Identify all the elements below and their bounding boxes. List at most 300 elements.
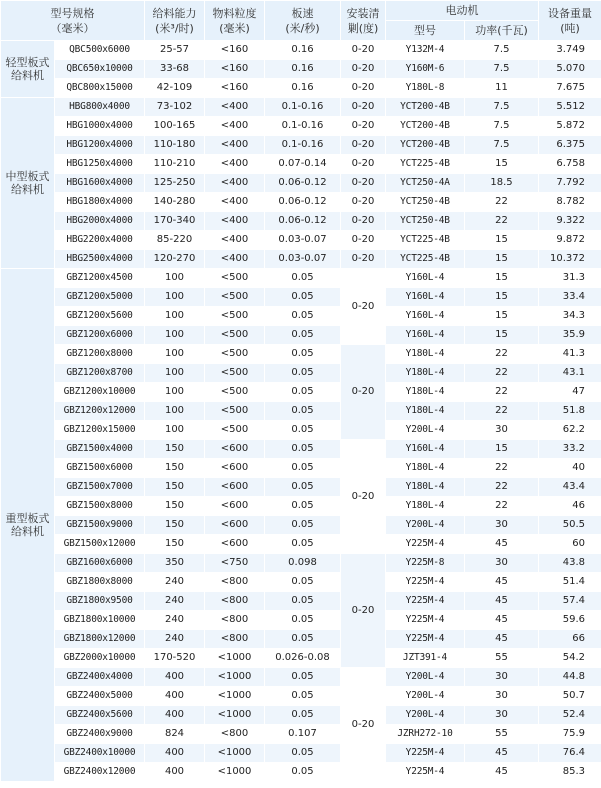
capacity-cell: 350 <box>145 554 205 573</box>
motor-power-cell: 7.5 <box>465 41 539 60</box>
model-cell: GBZ2400x4000 <box>55 668 145 687</box>
capacity-cell: 120-270 <box>145 250 205 269</box>
header-granularity-unit: (毫米) <box>219 21 250 35</box>
speed-cell: 0.05 <box>265 611 341 630</box>
motor-power-cell: 15 <box>465 307 539 326</box>
motor-type-cell: Y225M-4 <box>386 611 465 630</box>
weight-cell: 50.5 <box>539 516 601 535</box>
granularity-cell: <400 <box>205 117 265 136</box>
capacity-cell: 100 <box>145 326 205 345</box>
model-cell: QBC800x15000 <box>55 79 145 98</box>
motor-type-cell: YCT200-4B <box>386 98 465 117</box>
weight-cell: 35.9 <box>539 326 601 345</box>
speed-cell: 0.05 <box>265 535 341 554</box>
model-cell: GBZ2400x12000 <box>55 763 145 782</box>
granularity-cell: <1000 <box>205 649 265 668</box>
table-body <box>1 41 601 782</box>
header-motor-type: 型号 <box>386 21 465 41</box>
capacity-cell: 100 <box>145 269 205 288</box>
granularity-cell: <400 <box>205 212 265 231</box>
speed-cell: 0.05 <box>265 383 341 402</box>
speed-cell: 0.05 <box>265 459 341 478</box>
capacity-cell: 100 <box>145 383 205 402</box>
speed-cell: 0.05 <box>265 706 341 725</box>
header-granularity <box>205 1 265 41</box>
capacity-cell: 240 <box>145 611 205 630</box>
granularity-cell: <160 <box>205 79 265 98</box>
header-motor-power: 功率(千瓦) <box>465 21 539 41</box>
table-row <box>1 383 601 402</box>
table-row <box>1 402 601 421</box>
weight-cell: 3.749 <box>539 41 601 60</box>
granularity-cell: <400 <box>205 136 265 155</box>
model-cell: QBC650x10000 <box>55 60 145 79</box>
table-row <box>1 212 601 231</box>
speed-cell: 0.05 <box>265 630 341 649</box>
table-row <box>1 60 601 79</box>
angle-cell: 0-20 <box>341 212 386 231</box>
table-row <box>1 250 601 269</box>
granularity-cell: <1000 <box>205 687 265 706</box>
weight-cell: 66 <box>539 630 601 649</box>
motor-type-cell: Y225M-4 <box>386 763 465 782</box>
speed-cell: 0.05 <box>265 592 341 611</box>
motor-type-cell: Y200L-4 <box>386 706 465 725</box>
model-cell: GBZ2400x10000 <box>55 744 145 763</box>
table-row <box>1 345 601 364</box>
category-label: 重型板式给料机 <box>1 269 55 782</box>
granularity-cell: <400 <box>205 231 265 250</box>
capacity-cell: 240 <box>145 630 205 649</box>
header-granularity-label: 物料粒度 <box>212 6 257 20</box>
capacity-cell: 150 <box>145 535 205 554</box>
table-row <box>1 497 601 516</box>
angle-cell: 0-20 <box>341 440 386 554</box>
motor-power-cell: 22 <box>465 497 539 516</box>
capacity-cell: 150 <box>145 516 205 535</box>
motor-power-cell: 22 <box>465 212 539 231</box>
granularity-cell: <800 <box>205 592 265 611</box>
table-row <box>1 98 601 117</box>
model-cell: GBZ2400x5000 <box>55 687 145 706</box>
motor-type-cell: YCT250-4A <box>386 174 465 193</box>
speed-cell: 0.16 <box>265 79 341 98</box>
speed-cell: 0.03-0.07 <box>265 231 341 250</box>
table-row <box>1 231 601 250</box>
model-cell: GBZ1600x6000 <box>55 554 145 573</box>
speed-cell: 0.1-0.16 <box>265 98 341 117</box>
speed-cell: 0.05 <box>265 345 341 364</box>
table-row <box>1 307 601 326</box>
model-cell: HBG2500x4000 <box>55 250 145 269</box>
table-row <box>1 269 601 288</box>
angle-cell: 0-20 <box>341 554 386 668</box>
table-row <box>1 649 601 668</box>
speed-cell: 0.05 <box>265 402 341 421</box>
header-capacity-unit: (米³/时) <box>155 21 194 35</box>
model-cell: GBZ1200x5600 <box>55 307 145 326</box>
granularity-cell: <400 <box>205 98 265 117</box>
model-cell: GBZ1200x10000 <box>55 383 145 402</box>
motor-power-cell: 22 <box>465 345 539 364</box>
weight-cell: 60 <box>539 535 601 554</box>
model-cell: HBG1250x4000 <box>55 155 145 174</box>
weight-cell: 5.070 <box>539 60 601 79</box>
speed-cell: 0.107 <box>265 725 341 744</box>
speed-cell: 0.098 <box>265 554 341 573</box>
capacity-cell: 100 <box>145 345 205 364</box>
header-weight-label: 设备重量 <box>548 6 592 20</box>
category-label: 轻型板式给料机 <box>1 41 55 98</box>
model-cell: GBZ1200x8700 <box>55 364 145 383</box>
model-cell: GBZ2000x10000 <box>55 649 145 668</box>
weight-cell: 76.4 <box>539 744 601 763</box>
motor-power-cell: 22 <box>465 459 539 478</box>
model-cell: GBZ1500x8000 <box>55 497 145 516</box>
model-cell: GBZ1500x9000 <box>55 516 145 535</box>
model-cell: HBG1600x4000 <box>55 174 145 193</box>
capacity-cell: 150 <box>145 478 205 497</box>
weight-cell: 40 <box>539 459 601 478</box>
weight-cell: 47 <box>539 383 601 402</box>
motor-type-cell: Y225M-4 <box>386 592 465 611</box>
motor-type-cell: Y200L-4 <box>386 668 465 687</box>
category-label: 中型板式给料机 <box>1 98 55 269</box>
weight-cell: 7.675 <box>539 79 601 98</box>
table-row <box>1 554 601 573</box>
table-row <box>1 592 601 611</box>
model-cell: GBZ1500x6000 <box>55 459 145 478</box>
angle-cell: 0-20 <box>341 155 386 174</box>
model-cell: GBZ1200x12000 <box>55 402 145 421</box>
weight-cell: 9.322 <box>539 212 601 231</box>
model-cell: HBG800x4000 <box>55 98 145 117</box>
table-row <box>1 573 601 592</box>
speed-cell: 0.06-0.12 <box>265 212 341 231</box>
granularity-cell: <400 <box>205 193 265 212</box>
header-model-label: 型号规格 <box>50 6 95 20</box>
weight-cell: 46 <box>539 497 601 516</box>
capacity-cell: 110-180 <box>145 136 205 155</box>
header-speed-unit: (米/秒) <box>285 21 320 35</box>
speed-cell: 0.03-0.07 <box>265 250 341 269</box>
angle-cell: 0-20 <box>341 174 386 193</box>
motor-type-cell: YCT225-4B <box>386 231 465 250</box>
granularity-cell: <600 <box>205 440 265 459</box>
weight-cell: 41.3 <box>539 345 601 364</box>
motor-power-cell: 22 <box>465 364 539 383</box>
header-capacity-label: 给料能力 <box>152 6 197 20</box>
header-angle-unit: 剿(度) <box>347 21 379 35</box>
model-cell: HBG2000x4000 <box>55 212 145 231</box>
capacity-cell: 170-520 <box>145 649 205 668</box>
motor-type-cell: JZRH272-10 <box>386 725 465 744</box>
motor-type-cell: Y160L-4 <box>386 440 465 459</box>
capacity-cell: 400 <box>145 687 205 706</box>
granularity-cell: <400 <box>205 174 265 193</box>
table-row <box>1 136 601 155</box>
speed-cell: 0.05 <box>265 440 341 459</box>
weight-cell: 33.4 <box>539 288 601 307</box>
motor-type-cell: Y180L-4 <box>386 383 465 402</box>
speed-cell: 0.05 <box>265 497 341 516</box>
weight-cell: 6.375 <box>539 136 601 155</box>
motor-power-cell: 55 <box>465 649 539 668</box>
table-row <box>1 117 601 136</box>
motor-type-cell: Y180L-4 <box>386 402 465 421</box>
speed-cell: 0.06-0.12 <box>265 174 341 193</box>
model-cell: HBG2200x4000 <box>55 231 145 250</box>
table-row <box>1 440 601 459</box>
granularity-cell: <500 <box>205 288 265 307</box>
motor-power-cell: 45 <box>465 592 539 611</box>
speed-cell: 0.05 <box>265 516 341 535</box>
weight-cell: 9.872 <box>539 231 601 250</box>
table-row <box>1 478 601 497</box>
weight-cell: 43.1 <box>539 364 601 383</box>
model-cell: HBG1200x4000 <box>55 136 145 155</box>
capacity-cell: 170-340 <box>145 212 205 231</box>
motor-type-cell: Y225M-8 <box>386 554 465 573</box>
capacity-cell: 73-102 <box>145 98 205 117</box>
granularity-cell: <500 <box>205 421 265 440</box>
weight-cell: 7.792 <box>539 174 601 193</box>
angle-cell: 0-20 <box>341 668 386 782</box>
weight-cell: 31.3 <box>539 269 601 288</box>
motor-type-cell: Y180L-4 <box>386 364 465 383</box>
motor-type-cell: Y180L-4 <box>386 459 465 478</box>
speed-cell: 0.16 <box>265 60 341 79</box>
table-row <box>1 744 601 763</box>
table-row <box>1 326 601 345</box>
motor-type-cell: YCT250-4B <box>386 212 465 231</box>
model-cell: GBZ1500x12000 <box>55 535 145 554</box>
motor-power-cell: 55 <box>465 725 539 744</box>
motor-power-cell: 15 <box>465 288 539 307</box>
motor-power-cell: 15 <box>465 155 539 174</box>
table-row <box>1 668 601 687</box>
granularity-cell: <600 <box>205 478 265 497</box>
table-row <box>1 421 601 440</box>
speed-cell: 0.026-0.08 <box>265 649 341 668</box>
granularity-cell: <600 <box>205 497 265 516</box>
header-angle-label: 安装清 <box>346 6 380 20</box>
header-motor: 电动机 <box>386 1 539 21</box>
motor-type-cell: Y200L-4 <box>386 516 465 535</box>
motor-type-cell: Y180L-4 <box>386 497 465 516</box>
granularity-cell: <160 <box>205 60 265 79</box>
capacity-cell: 400 <box>145 706 205 725</box>
motor-power-cell: 30 <box>465 687 539 706</box>
motor-power-cell: 45 <box>465 535 539 554</box>
angle-cell: 0-20 <box>341 79 386 98</box>
capacity-cell: 240 <box>145 573 205 592</box>
motor-power-cell: 45 <box>465 630 539 649</box>
motor-type-cell: Y180L-8 <box>386 79 465 98</box>
granularity-cell: <600 <box>205 535 265 554</box>
speed-cell: 0.05 <box>265 288 341 307</box>
granularity-cell: <1000 <box>205 763 265 782</box>
model-cell: GBZ1800x8000 <box>55 573 145 592</box>
weight-cell: 6.758 <box>539 155 601 174</box>
motor-power-cell: 45 <box>465 763 539 782</box>
capacity-cell: 100 <box>145 421 205 440</box>
motor-power-cell: 15 <box>465 231 539 250</box>
weight-cell: 44.8 <box>539 668 601 687</box>
granularity-cell: <160 <box>205 41 265 60</box>
speed-cell: 0.06-0.12 <box>265 193 341 212</box>
motor-power-cell: 18.5 <box>465 174 539 193</box>
motor-power-cell: 30 <box>465 668 539 687</box>
capacity-cell: 85-220 <box>145 231 205 250</box>
granularity-cell: <500 <box>205 269 265 288</box>
motor-type-cell: Y180L-4 <box>386 345 465 364</box>
model-cell: HBG1800x4000 <box>55 193 145 212</box>
header-weight <box>539 1 601 41</box>
capacity-cell: 100 <box>145 307 205 326</box>
motor-type-cell: Y225M-4 <box>386 573 465 592</box>
table-row <box>1 535 601 554</box>
model-cell: GBZ1200x15000 <box>55 421 145 440</box>
granularity-cell: <1000 <box>205 706 265 725</box>
table-row <box>1 193 601 212</box>
motor-power-cell: 45 <box>465 744 539 763</box>
table-row <box>1 706 601 725</box>
weight-cell: 33.2 <box>539 440 601 459</box>
table-row <box>1 364 601 383</box>
granularity-cell: <800 <box>205 611 265 630</box>
motor-power-cell: 30 <box>465 554 539 573</box>
weight-cell: 52.4 <box>539 706 601 725</box>
motor-power-cell: 30 <box>465 421 539 440</box>
capacity-cell: 150 <box>145 497 205 516</box>
motor-power-cell: 22 <box>465 193 539 212</box>
granularity-cell: <500 <box>205 383 265 402</box>
motor-power-cell: 7.5 <box>465 98 539 117</box>
motor-power-cell: 7.5 <box>465 60 539 79</box>
speed-cell: 0.05 <box>265 478 341 497</box>
motor-type-cell: Y160L-4 <box>386 307 465 326</box>
angle-cell: 0-20 <box>341 117 386 136</box>
table-row <box>1 155 601 174</box>
table-row <box>1 763 601 782</box>
granularity-cell: <500 <box>205 402 265 421</box>
capacity-cell: 150 <box>145 440 205 459</box>
motor-type-cell: YCT225-4B <box>386 250 465 269</box>
weight-cell: 43.4 <box>539 478 601 497</box>
weight-cell: 51.8 <box>539 402 601 421</box>
angle-cell: 0-20 <box>341 345 386 440</box>
motor-type-cell: YCT250-4B <box>386 193 465 212</box>
speed-cell: 0.1-0.16 <box>265 117 341 136</box>
granularity-cell: <500 <box>205 326 265 345</box>
capacity-cell: 240 <box>145 592 205 611</box>
granularity-cell: <800 <box>205 725 265 744</box>
capacity-cell: 100-165 <box>145 117 205 136</box>
table-row <box>1 516 601 535</box>
header-model <box>1 1 145 41</box>
angle-cell: 0-20 <box>341 269 386 345</box>
weight-cell: 50.7 <box>539 687 601 706</box>
weight-cell: 75.9 <box>539 725 601 744</box>
motor-type-cell: Y225M-4 <box>386 744 465 763</box>
granularity-cell: <500 <box>205 345 265 364</box>
weight-cell: 10.372 <box>539 250 601 269</box>
motor-power-cell: 7.5 <box>465 117 539 136</box>
capacity-cell: 140-280 <box>145 193 205 212</box>
motor-power-cell: 15 <box>465 326 539 345</box>
header-speed <box>265 1 341 41</box>
model-cell: GBZ1200x4500 <box>55 269 145 288</box>
model-cell: GBZ2400x9000 <box>55 725 145 744</box>
weight-cell: 59.6 <box>539 611 601 630</box>
granularity-cell: <500 <box>205 307 265 326</box>
weight-cell: 5.512 <box>539 98 601 117</box>
granularity-cell: <600 <box>205 459 265 478</box>
motor-power-cell: 45 <box>465 573 539 592</box>
capacity-cell: 25-57 <box>145 41 205 60</box>
motor-power-cell: 15 <box>465 440 539 459</box>
motor-type-cell: Y180L-4 <box>386 478 465 497</box>
granularity-cell: <750 <box>205 554 265 573</box>
motor-power-cell: 22 <box>465 402 539 421</box>
table-row <box>1 459 601 478</box>
table-row <box>1 725 601 744</box>
table-row <box>1 288 601 307</box>
model-cell: GBZ1500x7000 <box>55 478 145 497</box>
motor-type-cell: YCT200-4B <box>386 117 465 136</box>
speed-cell: 0.05 <box>265 326 341 345</box>
weight-cell: 43.8 <box>539 554 601 573</box>
motor-power-cell: 11 <box>465 79 539 98</box>
speed-cell: 0.05 <box>265 668 341 687</box>
capacity-cell: 150 <box>145 459 205 478</box>
angle-cell: 0-20 <box>341 60 386 79</box>
angle-cell: 0-20 <box>341 98 386 117</box>
capacity-cell: 400 <box>145 668 205 687</box>
angle-cell: 0-20 <box>341 136 386 155</box>
speed-cell: 0.05 <box>265 744 341 763</box>
motor-type-cell: YCT200-4B <box>386 136 465 155</box>
speed-cell: 0.05 <box>265 763 341 782</box>
motor-power-cell: 15 <box>465 269 539 288</box>
motor-type-cell: YCT225-4B <box>386 155 465 174</box>
granularity-cell: <400 <box>205 250 265 269</box>
weight-cell: 57.4 <box>539 592 601 611</box>
motor-power-cell: 22 <box>465 383 539 402</box>
speed-cell: 0.07-0.14 <box>265 155 341 174</box>
model-cell: GBZ1200x6000 <box>55 326 145 345</box>
granularity-cell: <800 <box>205 573 265 592</box>
model-cell: QBC500x6000 <box>55 41 145 60</box>
model-cell: HBG1000x4000 <box>55 117 145 136</box>
motor-power-cell: 30 <box>465 516 539 535</box>
model-cell: GBZ1800x12000 <box>55 630 145 649</box>
motor-type-cell: Y160M-6 <box>386 60 465 79</box>
motor-type-cell: Y132M-4 <box>386 41 465 60</box>
capacity-cell: 824 <box>145 725 205 744</box>
weight-cell: 5.872 <box>539 117 601 136</box>
header-angle <box>341 1 386 41</box>
capacity-cell: 100 <box>145 364 205 383</box>
weight-cell: 8.782 <box>539 193 601 212</box>
motor-power-cell: 30 <box>465 706 539 725</box>
model-cell: GBZ1800x9500 <box>55 592 145 611</box>
header-weight-unit: (吨) <box>560 21 580 35</box>
model-cell: GBZ1200x5000 <box>55 288 145 307</box>
model-cell: GBZ1500x4000 <box>55 440 145 459</box>
header-capacity <box>145 1 205 41</box>
